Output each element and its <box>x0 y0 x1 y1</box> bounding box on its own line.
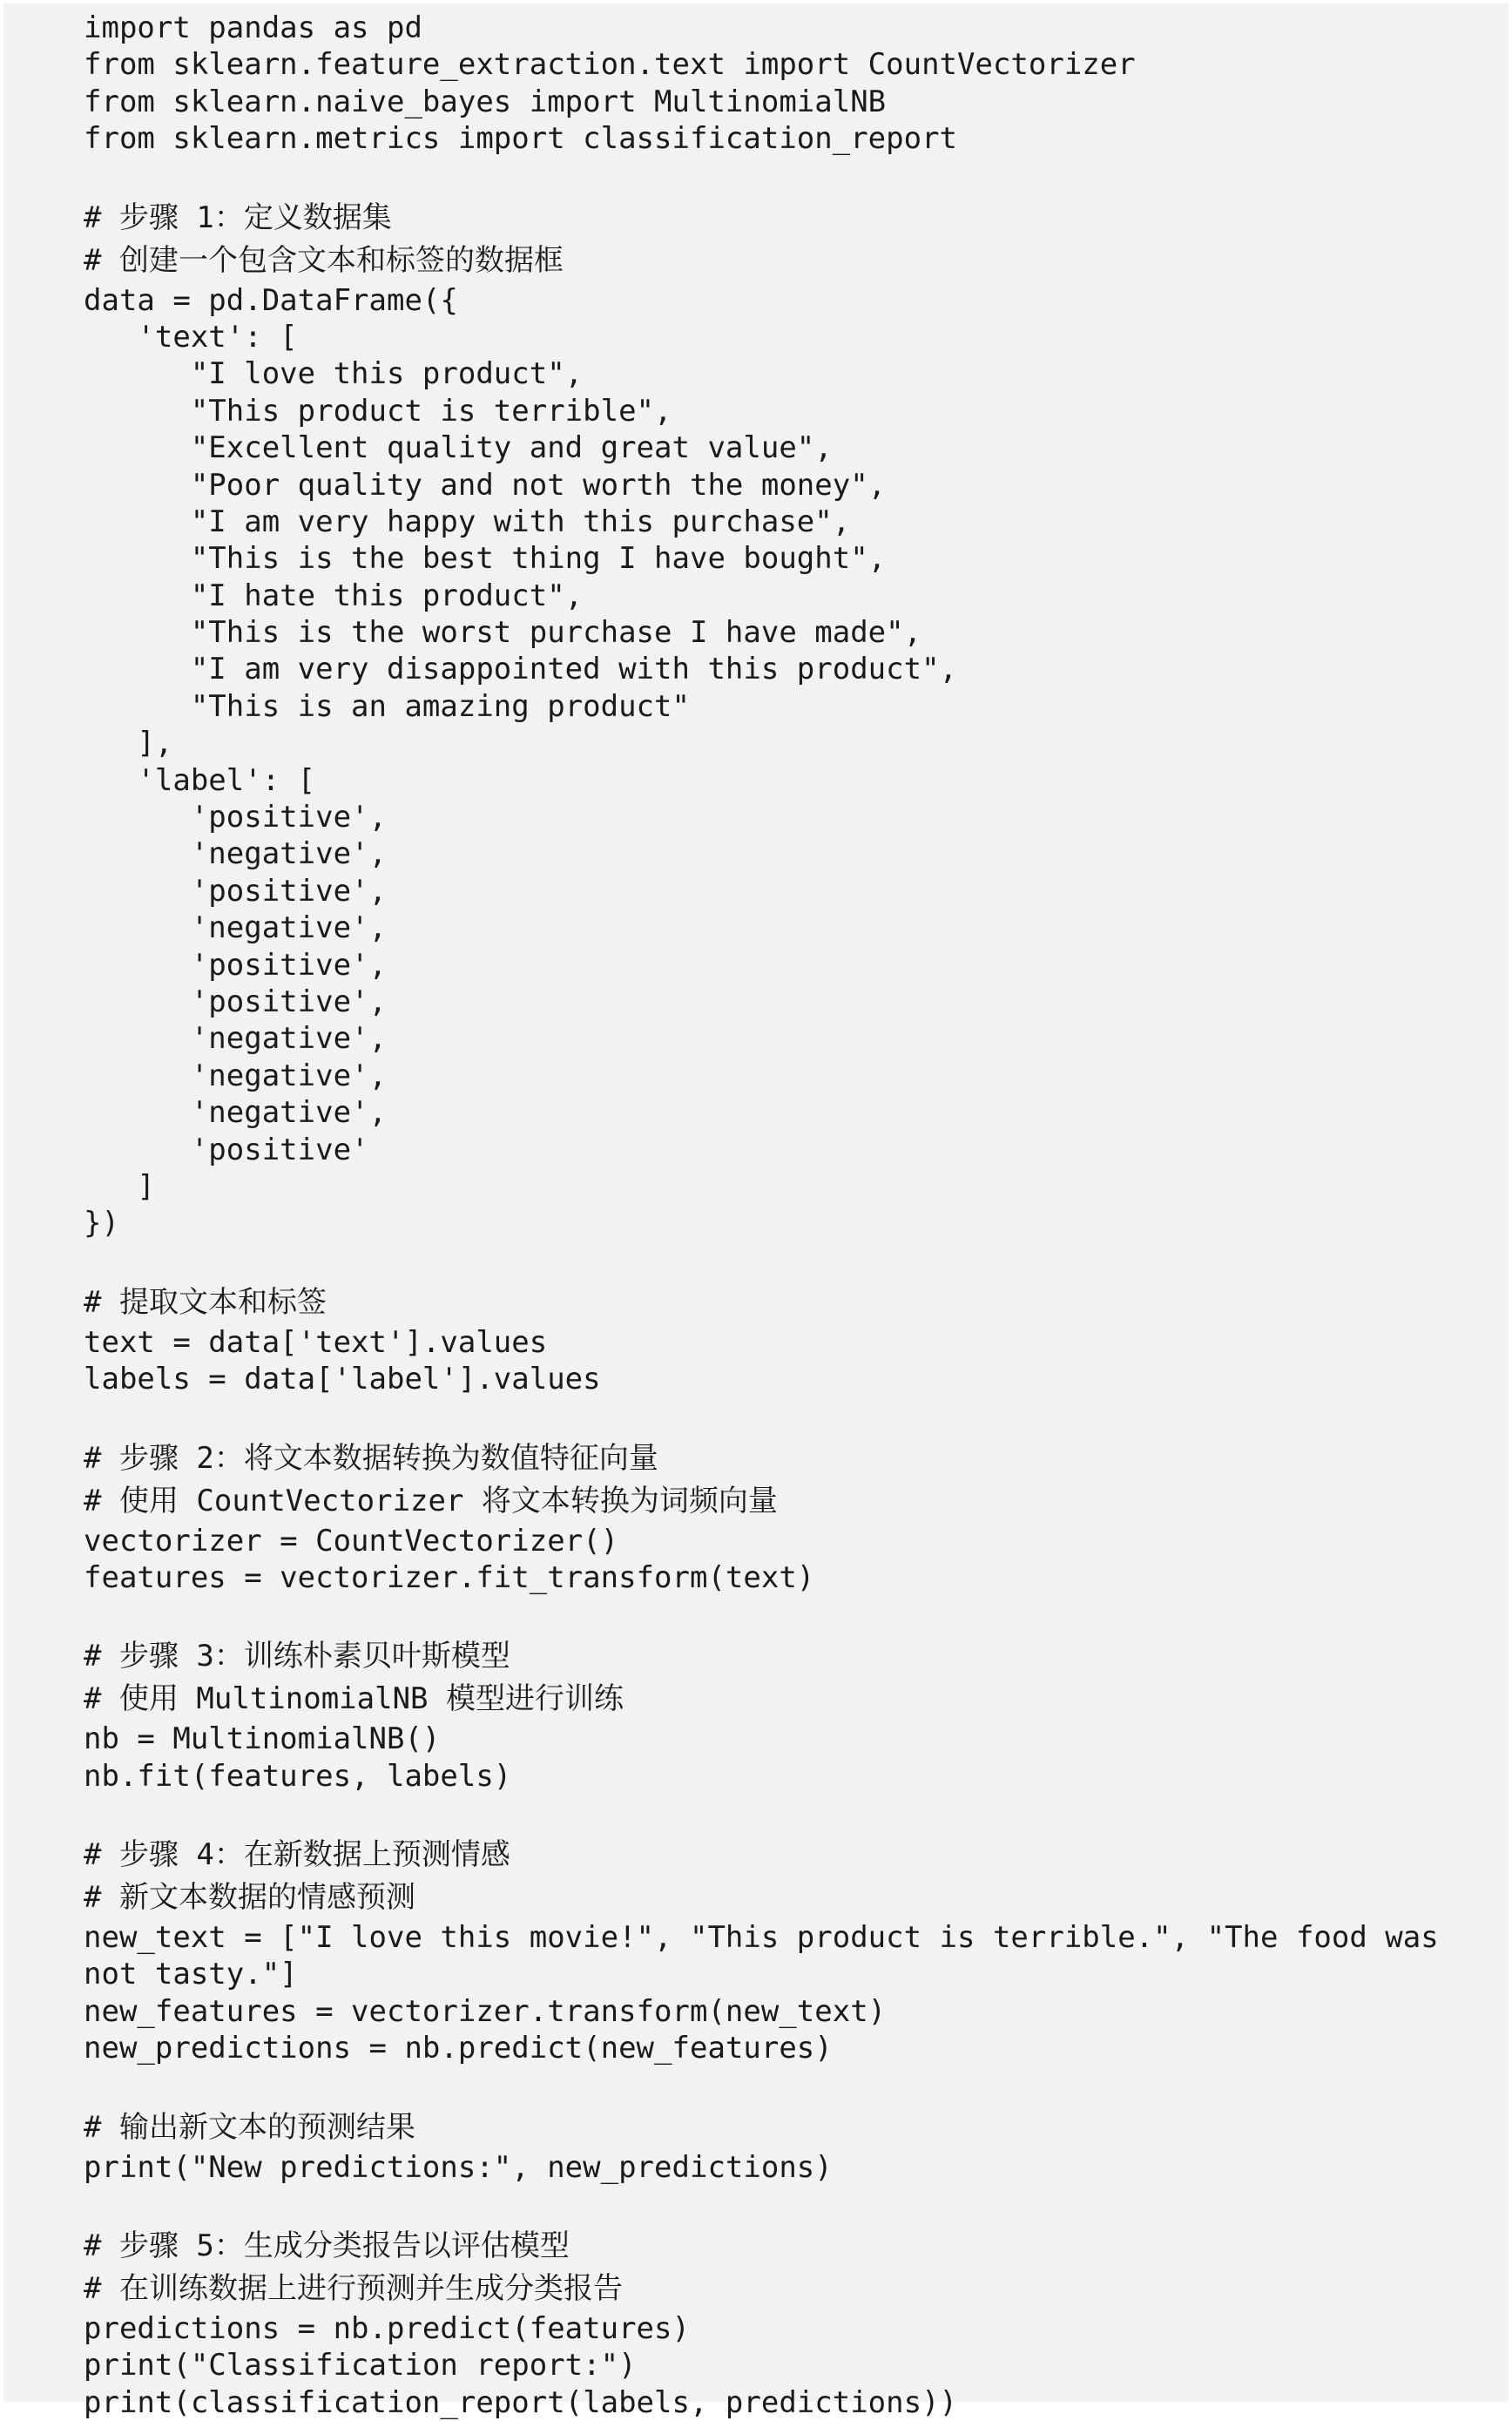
code-lines <box>84 10 1439 2421</box>
code-line: # 步骤 1：定义数据集 <box>84 199 392 235</box>
code-line: new_features = vectorizer.transform(new_text) <box>84 1993 887 2029</box>
code-line: "Excellent quality and great value", <box>84 430 833 466</box>
code-line: 'text': [ <box>84 319 298 355</box>
code-line: "I hate this product", <box>84 578 584 613</box>
code-line: 'positive', <box>84 984 387 1019</box>
code-line: labels = data['label'].values <box>84 1362 601 1397</box>
code-line <box>84 2186 1439 2225</box>
code-line: # 使用 CountVectorizer 将文本转换为词频向量 <box>84 1483 778 1518</box>
code-line: 'positive', <box>84 947 387 983</box>
code-line: "Poor quality and not worth the money", <box>84 467 887 503</box>
code-line <box>84 1398 1439 1437</box>
code-line: # 提取文本和标签 <box>84 1284 327 1320</box>
code-line: 'negative', <box>84 1021 387 1057</box>
code-line: "This is an amazing product" <box>84 688 690 724</box>
code-line: 'negative', <box>84 1095 387 1131</box>
code-line: 'positive', <box>84 873 387 909</box>
code-line: "I love this product", <box>84 356 584 392</box>
code-line: features = vectorizer.fit_transform(text) <box>84 1559 815 1595</box>
code-line: from sklearn.metrics import classification_report <box>84 121 958 157</box>
code-line: from sklearn.feature_extraction.text import CountVectorizer <box>84 47 1136 83</box>
code-line: print("Classification report:") <box>84 2348 637 2384</box>
code-line: nb = MultinomialNB() <box>84 1721 441 1757</box>
code-line: ], <box>84 726 173 761</box>
code-line: "I am very disappointed with this product", <box>84 652 958 687</box>
code-line: "This product is terrible", <box>84 393 672 429</box>
code-line: print("New predictions:", new_predictions) <box>84 2149 833 2185</box>
code-line: vectorizer = CountVectorizer() <box>84 1523 619 1559</box>
code-line <box>84 1596 1439 1635</box>
code-line: # 输出新文本的预测结果 <box>84 2109 415 2145</box>
code-line: "I am very happy with this purchase", <box>84 504 851 539</box>
code-line: 'label': [ <box>84 762 316 798</box>
code-line: "This is the worst purchase I have made", <box>84 615 922 651</box>
code-line <box>84 158 1439 197</box>
code-line: import pandas as pd <box>84 10 422 45</box>
code-line <box>84 1795 1439 1834</box>
code-line: new_predictions = nb.predict(new_features) <box>84 2031 833 2066</box>
code-line: "This is the best thing I have bought", <box>84 541 887 577</box>
code-line: 'positive', <box>84 800 387 835</box>
code-line: # 步骤 4：在新数据上预测情感 <box>84 1837 510 1873</box>
code-line: 'negative', <box>84 910 387 946</box>
code-line: 'negative', <box>84 1058 387 1093</box>
code-line: ] <box>84 1168 155 1204</box>
code-line: # 使用 MultinomialNB 模型进行训练 <box>84 1681 624 1717</box>
code-line: # 步骤 2：将文本数据转换为数值特征向量 <box>84 1440 658 1476</box>
code-line: # 步骤 5：生成分类报告以评估模型 <box>84 2228 570 2264</box>
code-line: # 步骤 3：训练朴素贝叶斯模型 <box>84 1639 510 1674</box>
code-line: # 创建一个包含文本和标签的数据框 <box>84 242 564 278</box>
code-line: from sklearn.naive_bayes import MultinomialNB <box>84 84 887 119</box>
code-line <box>84 2067 1439 2107</box>
code-line: }) <box>84 1206 119 1241</box>
code-line: 'positive' <box>84 1132 369 1167</box>
code-line: data = pd.DataFrame({ <box>84 282 458 318</box>
code-line: # 新文本数据的情感预测 <box>84 1880 415 1916</box>
code-line: predictions = nb.predict(features) <box>84 2311 690 2347</box>
code-line: not tasty."] <box>84 1957 298 1992</box>
code-line: 'negative', <box>84 836 387 872</box>
code-line: text = data['text'].values <box>84 1324 548 1360</box>
code-line: nb.fit(features, labels) <box>84 1758 512 1794</box>
code-line: new_text = ["I love this movie!", "This product is terrible.", "The food was <box>84 1920 1439 1956</box>
code-line <box>84 1242 1439 1282</box>
code-line: # 在训练数据上进行预测并生成分类报告 <box>84 2271 623 2307</box>
code-line: print(classification_report(labels, predictions)) <box>84 2384 958 2420</box>
code-block <box>3 3 1509 2420</box>
